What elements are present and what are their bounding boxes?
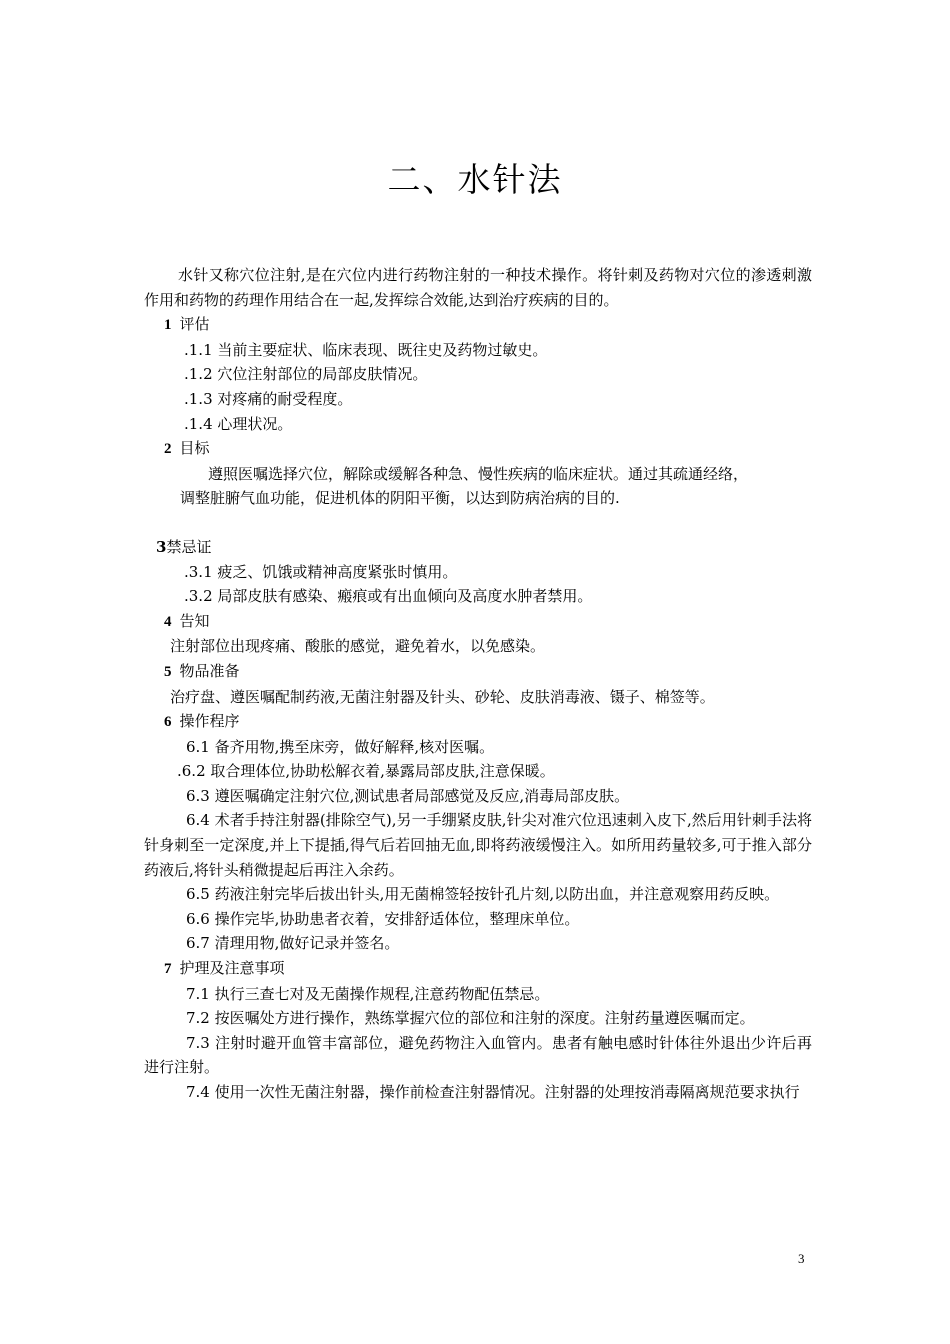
document-body xyxy=(144,263,812,1105)
section-2-title: 目标 xyxy=(179,439,210,458)
section-4-title: 告知 xyxy=(179,611,210,630)
section-3-number: 3 xyxy=(156,537,167,556)
section-3-heading xyxy=(144,535,812,560)
section-6-item: 6.4 术者手持注射器(排除空气),另一手绷紧皮肤,针尖对准穴位迅速刺入皮下,然后用针刺手法将针身刺至一定深度,并上下提插,得气后若回抽无血,即将药液缓慢注入。如所用药量较多,可于推入部分药液后,将针头稍微提起后再注入余药。 xyxy=(144,811,812,879)
section-3-title: 禁忌证 xyxy=(166,537,212,556)
section-1-title: 评估 xyxy=(179,315,210,334)
section-7-item: 7.2 按医嘱处方进行操作，熟练掌握穴位的部位和注射的深度。注射药量遵医嘱而定。 xyxy=(186,1009,755,1028)
section-2-number: 2 xyxy=(164,441,172,458)
section-1-item: .1.2 穴位注射部位的局部皮肤情况。 xyxy=(184,365,428,384)
spacer xyxy=(144,511,812,535)
section-3-item: .3.1 疲乏、饥饿或精神高度紧张时慎用。 xyxy=(184,562,458,581)
section-2-text-line1: 遵照医嘱选择穴位，解除或缓解各种急、慢性疾病的临床症状。通过其疏通经络， xyxy=(208,464,749,483)
section-7-heading xyxy=(144,956,812,982)
section-5-text: 治疗盘、遵医嘱配制药液,无菌注射器及针头、砂轮、皮肤消毒液、镊子、棉签等。 xyxy=(170,687,715,706)
section-2-heading xyxy=(144,436,812,462)
section-7-item: 7.3 注射时避开血管丰富部位，避免药物注入血管内。患者有触电感时针体往外退出少许后再进行注射。 xyxy=(144,1033,812,1077)
section-4-text: 注射部位出现疼痛、酸胀的感觉，避免着水，以免感染。 xyxy=(170,637,546,656)
section-6-heading xyxy=(144,709,812,735)
section-6-title: 操作程序 xyxy=(179,712,240,731)
section-7-item: 7.1 执行三查七对及无菌操作规程,注意药物配伍禁忌。 xyxy=(186,984,550,1003)
page-title: 二、水针法 xyxy=(387,160,563,199)
section-5-number: 5 xyxy=(164,663,172,680)
section-5-heading xyxy=(144,659,812,685)
section-7-title: 护理及注意事项 xyxy=(179,959,285,978)
section-1-item: .1.3 对疼痛的耐受程度。 xyxy=(184,389,353,408)
section-2-text-line2: 调整脏腑气血功能，促进机体的阴阳平衡，以达到防病治病的目的. xyxy=(180,489,620,508)
section-1-number: 1 xyxy=(164,317,172,334)
section-7-item: 7.4 使用一次性无菌注射器，操作前检查注射器情况。注射器的处理按消毒隔离规范要求执行 xyxy=(186,1083,800,1101)
section-6-item: 6.7 清理用物,做好记录并签名。 xyxy=(186,934,400,953)
section-3-item: .3.2 局部皮肤有感染、瘢痕或有出血倾向及高度水肿者禁用。 xyxy=(184,587,593,606)
section-6-item: .6.2 取合理体位,协助松解衣着,暴露局部皮肤,注意保暖。 xyxy=(177,762,555,781)
section-5-title: 物品准备 xyxy=(179,661,240,680)
section-1-item: .1.4 心理状况。 xyxy=(184,414,293,433)
section-6-item: 6.3 遵医嘱确定注射穴位,测试患者局部感觉及反应,消毒局部皮肤。 xyxy=(186,786,630,805)
section-6-item: 6.6 操作完毕,协助患者衣着，安排舒适体位，整理床单位。 xyxy=(186,909,580,928)
section-6-number: 6 xyxy=(164,714,172,731)
section-1-item: .1.1 当前主要症状、临床表现、既往史及药物过敏史。 xyxy=(184,340,548,359)
section-4-heading xyxy=(144,609,812,635)
page-number: 3 xyxy=(798,1251,805,1266)
section-6-item: 6.5 药液注射完毕后拔出针头,用无菌棉签轻按针孔片刻,以防出血，并注意观察用药反映。 xyxy=(186,885,780,904)
section-7-number: 7 xyxy=(164,961,172,978)
section-1-heading xyxy=(144,312,812,338)
section-6-item: 6.1 备齐用物,携至床旁，做好解释,核对医嘱。 xyxy=(186,737,495,756)
section-4-number: 4 xyxy=(164,613,172,630)
intro-paragraph: 水针又称穴位注射,是在穴位内进行药物注射的一种技术操作。将针刺及药物对穴位的渗透刺激作用和药物的药理作用结合在一起,发挥综合效能,达到治疗疾病的目的。 xyxy=(144,266,812,309)
